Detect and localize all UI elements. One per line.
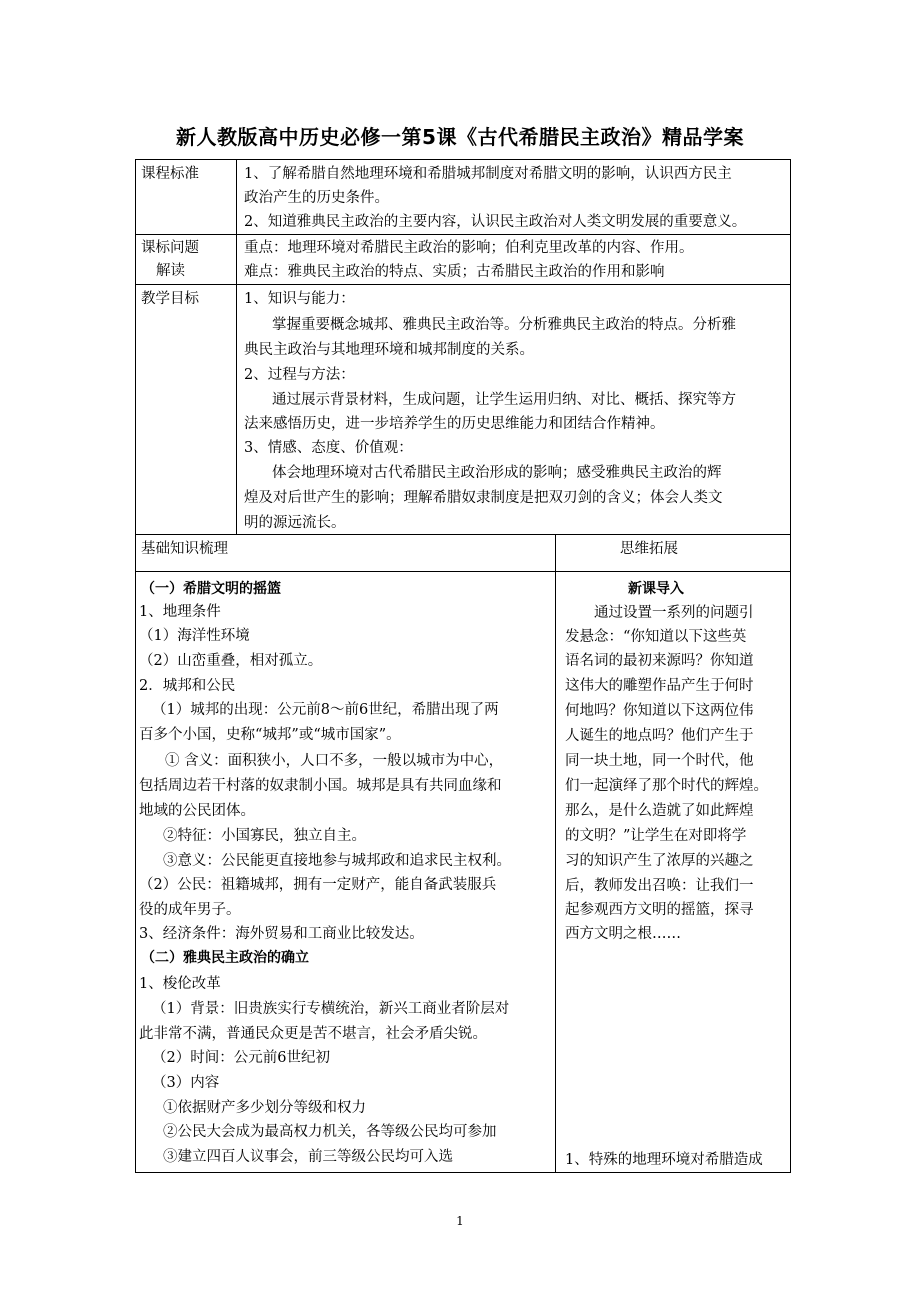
left-line: （2）公民：祖籍城邦，拥有一定财产，能自备武装服兵 <box>139 877 497 893</box>
right-line: 们一起演绎了那个时代的辉煌。 <box>565 778 768 794</box>
goals-line-5: 通过展示背景材料，生成问题，让学生运用归纳、对比、概括、探究等方 <box>272 392 736 408</box>
left-line: ③意义：公民能更直接地参与城邦政和追求民主权利。 <box>163 853 511 869</box>
interpret-key-point: 重点：地理环境对希腊民主政治的影响；伯利克里改革的内容、作用。 <box>244 240 694 256</box>
left-line: （3）内容 <box>152 1075 220 1091</box>
right-line: 后，教师发出召唤：让我们一 <box>565 878 754 894</box>
right-line: 何地吗？你知道以下这两位伟 <box>565 703 754 719</box>
left-line: 此非常不满，普通民众更是苦不堪言，社会矛盾尖锐。 <box>139 1026 487 1042</box>
section-heading-2: （二）雅典民主政治的确立 <box>141 950 309 966</box>
interpret-difficulty: 难点：雅典民主政治的特点、实质；古希腊民主政治的作用和影响 <box>244 264 665 280</box>
right-column-header: 思维拓展 <box>620 541 678 557</box>
left-line: ① 含义：面积狭小，人口不多，一般以城市为中心， <box>165 753 504 769</box>
left-line: （1）海洋性环境 <box>139 628 250 644</box>
left-line: 3、经济条件：海外贸易和工商业比较发达。 <box>139 926 424 942</box>
right-line: 发悬念：“你知道以下这些英 <box>565 629 747 645</box>
right-line: 这伟大的雕塑作品产生于何时 <box>565 678 754 694</box>
right-line: 那么，是什么造就了如此辉煌 <box>565 803 754 819</box>
standard-line-3: 2、知道雅典民主政治的主要内容，认识民主政治对人类文明发展的重要意义。 <box>244 214 747 230</box>
left-column-header: 基础知识梳理 <box>141 541 228 557</box>
goals-line-6: 法来感悟历史，进一步培养学生的历史思维能力和团结合作精神。 <box>244 416 665 432</box>
goals-line-3: 典民主政治与其地理环境和城邦制度的关系。 <box>244 342 534 358</box>
section-heading-1: （一）希腊文明的摇篮 <box>141 581 281 597</box>
left-line: 1、地理条件 <box>139 604 221 620</box>
right-line: 同一块土地，同一个时代，他 <box>565 753 754 769</box>
goals-line-8: 体会地理环境对古代希腊民主政治形成的影响；感受雅典民主政治的辉 <box>272 465 722 481</box>
goals-line-10: 明的源远流长。 <box>244 515 346 531</box>
left-line: ③建立四百人议事会，前三等级公民均可入选 <box>163 1149 453 1165</box>
right-line: 语名词的最初来源吗？你知道 <box>565 653 754 669</box>
left-line: （1）城邦的出现：公元前8～前6世纪，希腊出现了两 <box>152 702 499 718</box>
right-line-bottom: 1、特殊的地理环境对希腊造成 <box>565 1152 763 1168</box>
standard-line-2: 政治产生的历史条件。 <box>244 190 389 206</box>
right-line: 通过设置一系列的问题引 <box>594 605 754 621</box>
new-lesson-heading: 新课导入 <box>628 581 684 597</box>
left-line: ②公民大会成为最高权力机关，各等级公民均可参加 <box>163 1124 497 1140</box>
standard-line-1: 1、了解希腊自然地理环境和希腊城邦制度对希腊文明的影响，认识西方民主 <box>244 166 732 182</box>
goals-line-1: 1、知识与能力： <box>244 291 355 307</box>
left-line: 役的成年男子。 <box>139 902 241 918</box>
left-line: （2）山峦重叠，相对孤立。 <box>139 653 323 669</box>
left-line: 包括周边若干村落的奴隶制小国。城邦是具有共同血缘和 <box>139 778 502 794</box>
left-line: ②特征：小国寡民，独立自主。 <box>163 828 366 844</box>
goals-line-4: 2、过程与方法： <box>244 367 355 383</box>
left-line: （2）时间：公元前6世纪初 <box>152 1050 330 1066</box>
left-line: 百多个小国，史称“城邦”或“城市国家”。 <box>139 727 401 743</box>
left-line: ①依据财产多少划分等级和权力 <box>163 1100 366 1116</box>
label-interpret-1: 课标问题 <box>141 240 199 256</box>
page-title: 新人教版高中历史必修一第5课《古代希腊民主政治》精品学案 <box>176 125 744 149</box>
left-line: 2．城邦和公民 <box>139 678 236 694</box>
left-line: 1、梭伦改革 <box>139 976 221 992</box>
label-interpret-2: 解读 <box>156 263 185 279</box>
right-line: 人诞生的地点吗？他们产生于 <box>565 728 754 744</box>
label-teaching-goals: 教学目标 <box>141 291 199 307</box>
page-number: 1 <box>456 1214 464 1228</box>
goals-line-2: 掌握重要概念城邦、雅典民主政治等。分析雅典民主政治的特点。分析雅 <box>272 317 736 333</box>
right-line: 起参观西方文明的摇篮，探寻 <box>565 902 754 918</box>
left-line: （1）背景：旧贵族实行专横统治，新兴工商业者阶层对 <box>152 1001 510 1017</box>
right-line: 的文明？”让学生在对即将学 <box>565 828 747 844</box>
right-line: 西方文明之根…… <box>565 926 681 942</box>
left-line: 地域的公民团体。 <box>139 803 255 819</box>
goals-line-7: 3、情感、态度、价值观： <box>244 440 413 456</box>
right-line: 习的知识产生了浓厚的兴趣之 <box>565 853 754 869</box>
goals-line-9: 煌及对后世产生的影响；理解希腊奴隶制度是把双刃剑的含义；体会人类文 <box>244 490 723 506</box>
label-course-standard: 课程标准 <box>141 166 199 182</box>
